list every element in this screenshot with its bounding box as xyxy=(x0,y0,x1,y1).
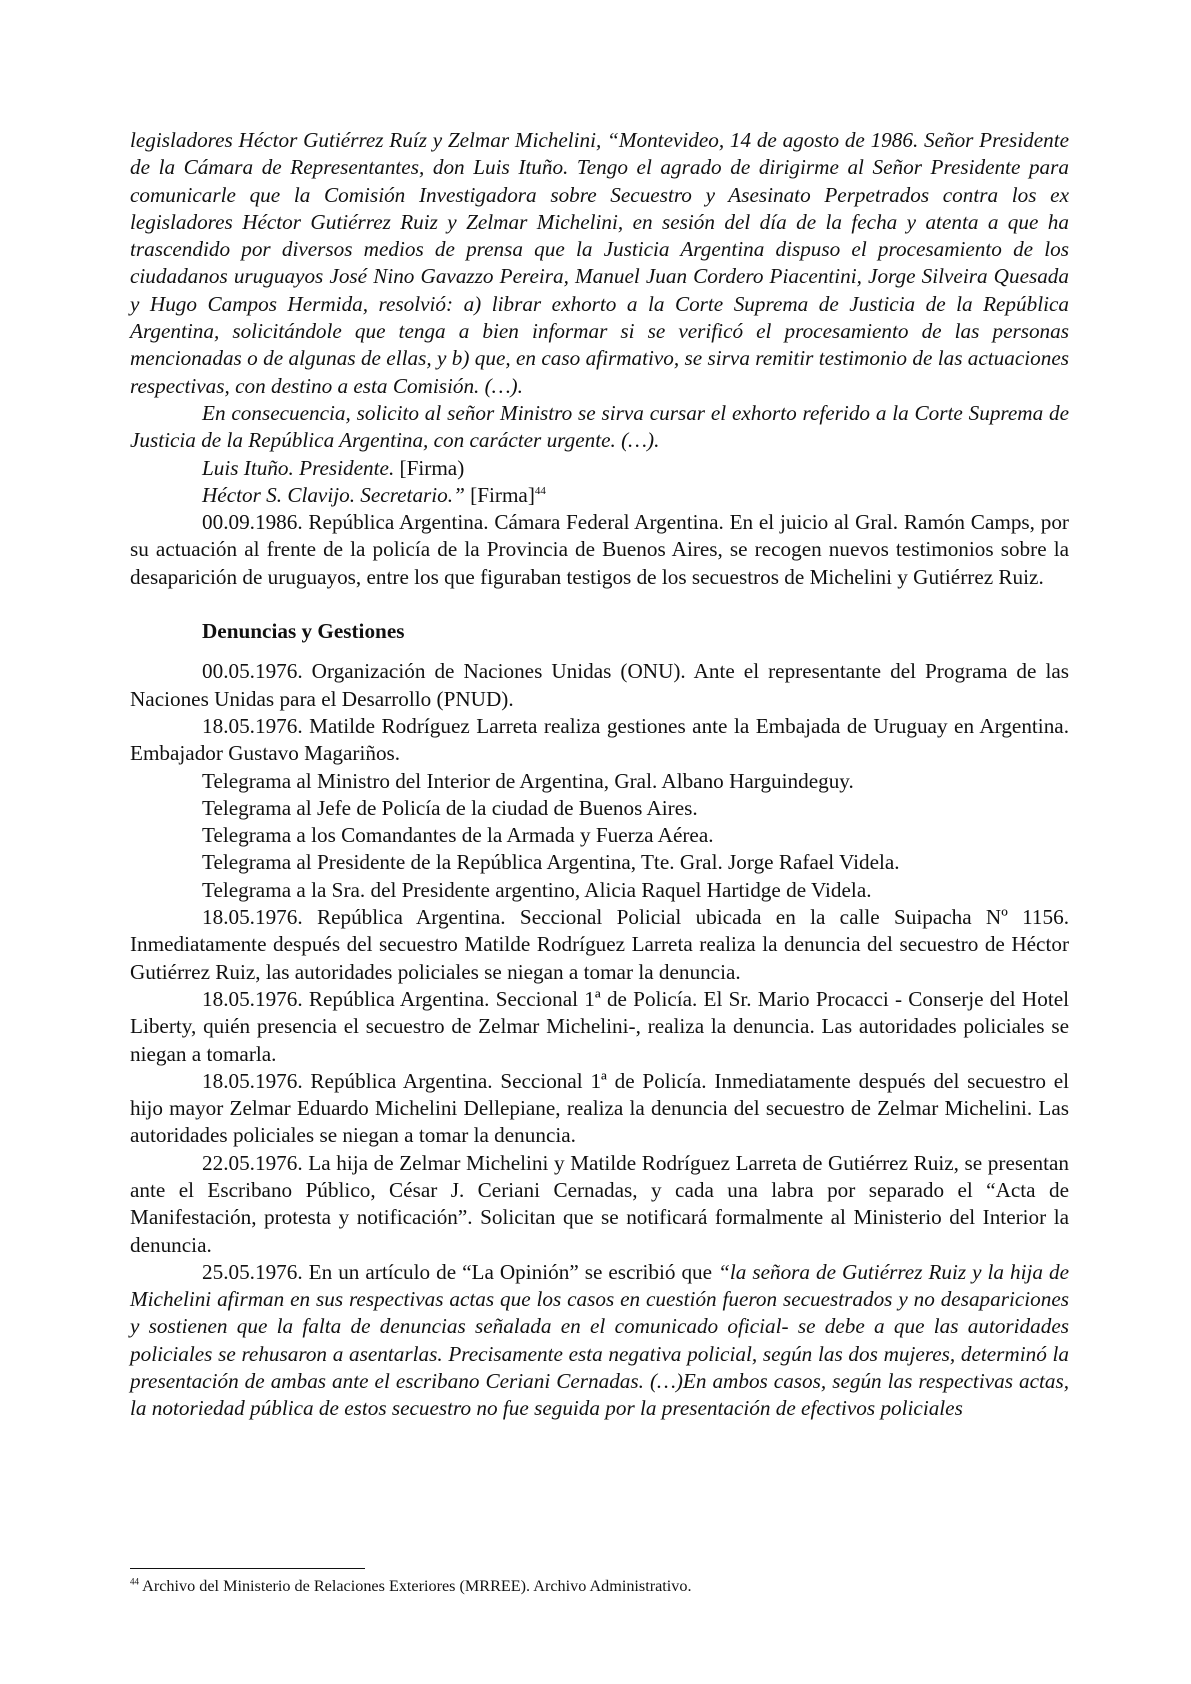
quoted-text: “la señora de Gutiérrez Ruiz y la hija de Michelini afirman en sus respectivas actas que los casos en cuestión fueron secuestrados y no desapariciones y sostienen que la falta de denuncias señalada en el comunicado oficial- se debe a que las autoridades policiales se rehusaron a asentarlas. Precisamente esta negativa policial, según las dos mujeres, determinó la presentación de ambas ante el escribano Ceriani Cernadas. (…)En ambos casos, según las respectivas actas, la notoriedad pública de estos secuestro no fue seguida por la presentación de efectivos policiales xyxy=(130,1259,1069,1421)
entry-paragraph xyxy=(130,1259,1069,1423)
entry-text: 25.05.1976. En un artículo de “La Opinión” se escribió que xyxy=(202,1259,719,1284)
signature-line xyxy=(130,455,1069,482)
quote-paragraph: En consecuencia, solicito al señor Ministro se sirva cursar el exhorto referido a la Corte Suprema de Justicia de la República Argentina, con carácter urgente. (…). xyxy=(130,400,1069,453)
footnote-reference: 44 xyxy=(534,484,546,497)
entry-paragraph: 18.05.1976. República Argentina. Seccional 1ª de Policía. Inmediatamente después del secuestro el hijo mayor Zelmar Eduardo Michelini Dellepiane, realiza la denuncia del secuestro de Zelmar Michelini. Las autoridades policiales se niegan a tomar la denuncia. xyxy=(130,1068,1069,1148)
entry-paragraph: 18.05.1976. Matilde Rodríguez Larreta realiza gestiones ante la Embajada de Uruguay en Argentina. Embajador Gustavo Magariños. xyxy=(130,713,1069,766)
footnote xyxy=(130,1576,1069,1596)
entry-paragraph: Telegrama al Jefe de Policía de la ciudad de Buenos Aires. xyxy=(202,795,698,820)
entry-paragraph: 18.05.1976. República Argentina. Seccional Policial ubicada en la calle Suipacha Nº 1156. Inmediatamente después del secuestro Matilde Rodríguez Larreta realiza la denuncia del secuestro de Héctor Gutiérrez Ruiz, las autoridades policiales se niegan a tomar la denuncia. xyxy=(130,905,1069,984)
entry-paragraph: 22.05.1976. La hija de Zelmar Michelini y Matilde Rodríguez Larreta de Gutiérrez Ruiz, se presentan ante el Escribano Público, César J. Ceriani Cernadas, y cada una labra por separado el “Acta de Manifestación, protesta y notificación”. Solicitan que se notificará formalmente al Ministerio del Interior la denuncia. xyxy=(130,1150,1069,1257)
spacer xyxy=(130,591,1069,618)
entry-paragraph: Telegrama al Ministro del Interior de Argentina, Gral. Albano Harguindeguy. xyxy=(202,768,854,793)
entry-paragraph: 00.09.1986. República Argentina. Cámara Federal Argentina. En el juicio al Gral. Ramón Camps, por su actuación al frente de la policía de la Provincia de Buenos Aires, se recogen nuevos testimonios sobre la desaparición de uruguayos, entre los que figuraban testigos de los secuestros de Michelini y Gutiérrez Ruiz. xyxy=(130,510,1069,589)
signature-name: Héctor S. Clavijo. Secretario.” xyxy=(202,482,465,507)
signature-line xyxy=(130,482,1069,509)
document-page xyxy=(130,127,1069,1423)
entry-paragraph: Telegrama al Presidente de la República Argentina, Tte. Gral. Jorge Rafael Videla. xyxy=(202,850,900,875)
entry-paragraph: 00.05.1976. Organización de Naciones Unidas (ONU). Ante el representante del Programa de las Naciones Unidas para el Desarrollo (PNUD). xyxy=(130,659,1069,711)
entry-paragraph: 18.05.1976. República Argentina. Seccional 1ª de Policía. El Sr. Mario Procacci - Conserje del Hotel Liberty, quién presencia el secuestro de Zelmar Michelini-, realiza la denuncia. Las autoridades policiales se niegan a tomarla. xyxy=(130,986,1069,1066)
signature-name: Luis Ituño. Presidente. xyxy=(202,455,395,480)
footnote-text: Archivo del Ministerio de Relaciones Exteriores (MRREE). Archivo Administrativo. xyxy=(139,1577,692,1595)
entry-paragraph: Telegrama a los Comandantes de la Armada y Fuerza Aérea. xyxy=(202,823,714,848)
entry-paragraph: Telegrama a la Sra. del Presidente argentino, Alicia Raquel Hartidge de Videla. xyxy=(202,877,872,902)
section-heading: Denuncias y Gestiones xyxy=(202,619,405,644)
footnote-divider xyxy=(130,1568,365,1569)
signature-mark: [Firma] xyxy=(464,482,535,507)
quote-paragraph: legisladores Héctor Gutiérrez Ruíz y Zelmar Michelini, “Montevideo, 14 de agosto de 1986. Señor Presidente de la Cámara de Representantes, don Luis Ituño. Tengo el agrado de dirigirme al Señor Presidente para comunicarle que la Comisión Investigadora sobre Secuestro y Asesinato Perpetrados contra los ex legisladores Héctor Gutiérrez Ruiz y Zelmar Michelini, en sesión del día de la fecha y atenta a que ha trascendido por diversos medios de prensa que la Justicia Argentina dispuso el procesamiento de los ciudadanos uruguayos José Nino Gavazzo Pereira, Manuel Juan Cordero Piacentini, Jorge Silveira Quesada y Hugo Campos Hermida, resolvió: a) librar exhorto a la Corte Suprema de Justicia de la República Argentina, solicitándole que tenga a bien informar si se verificó el procesamiento de las personas mencionadas o de algunas de ellas, y b) que, en caso afirmativo, se sirva remitir testimonio de las actuaciones respectivas, con destino a esta Comisión. (…). xyxy=(130,128,1069,398)
footnote-number: 44 xyxy=(130,1576,139,1587)
signature-mark: [Firma) xyxy=(394,455,465,480)
